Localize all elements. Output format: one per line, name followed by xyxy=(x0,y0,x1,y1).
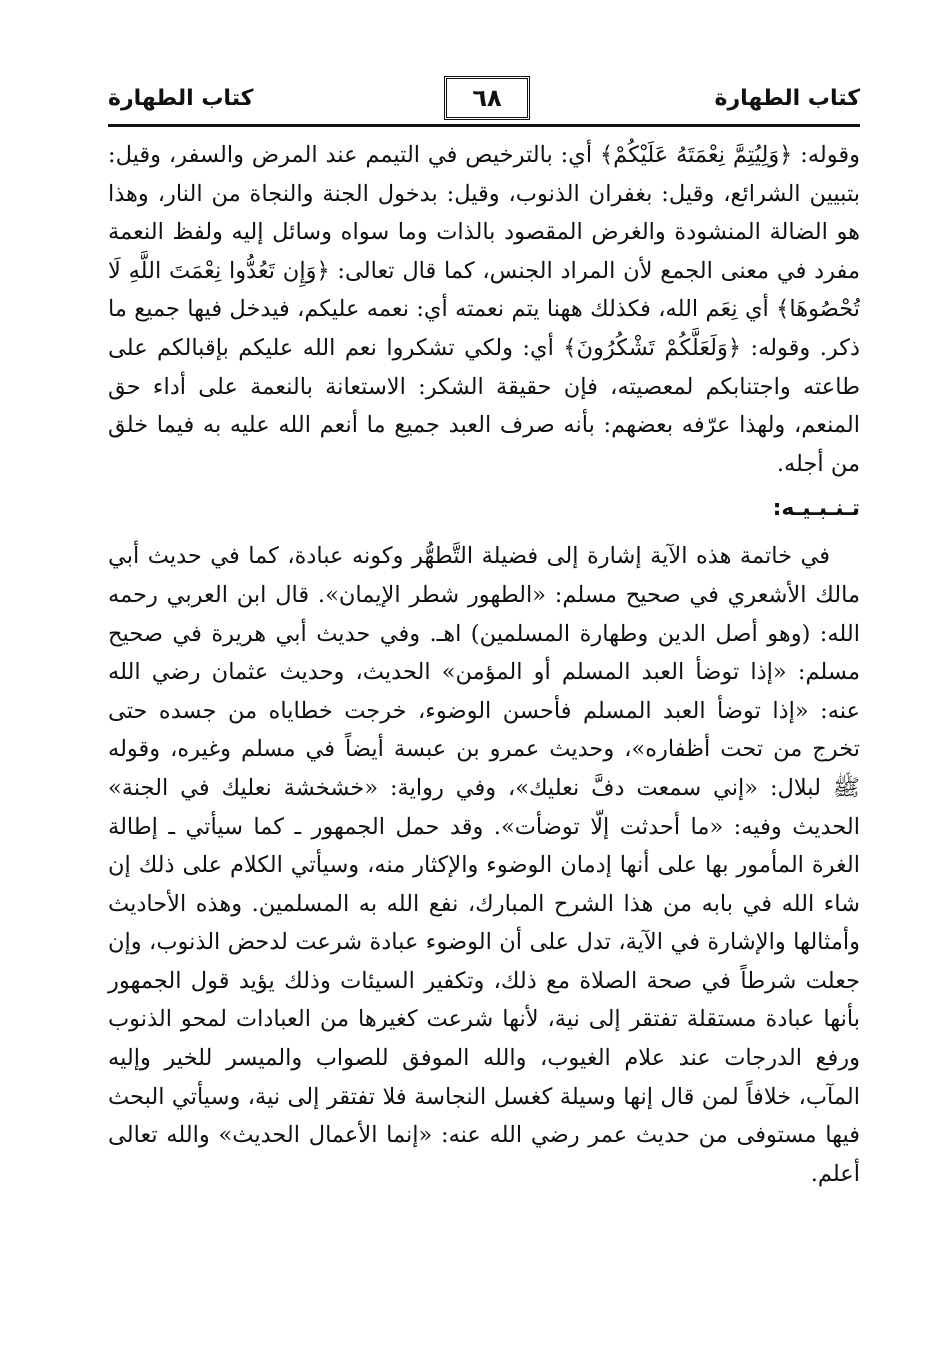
paragraph-1: وقوله: ﴿وَلِيُتِمَّ نِعْمَتَهُ عَلَيْكُمْ﴾ أي: بالترخيص في التيمم عند المرض والسفر، وقيل: بتبيين الشرائع، وقيل: بغفران الذنوب، وقيل: بدخول الجنة والنجاة من النار، وهذا هو الضالة المنشودة والغرض المقصود بالذات وما سواه وسائل إليه ولفظ النعمة مفرد في معنى الجمع لأن المراد الجنس، كما قال تعالى: ﴿وَإِن تَعُدُّوا نِعْمَتَ اللَّهِ لَا تُحْصُوهَا﴾ أي نِعَم الله، فكذلك ههنا يتم نعمته أي: نعمه عليكم، فيدخل فيها جميع ما ذكر. وقوله: ﴿وَلَعَلَّكُمْ تَشْكُرُونَ﴾ أي: ولكي تشكروا نعم الله عليكم بإقبالكم على طاعته واجتنابكم لمعصيته، فإن حقيقة الشكر: الاستعانة بالنعمة على أداء حق المنعم، ولهذا عرّفه بعضهم: بأنه صرف العبد جميع ما أنعم الله عليه به فيما خلق من أجله. xyxy=(108,142,860,477)
header-rule xyxy=(108,124,860,127)
page-number: ٦٨ xyxy=(472,84,502,112)
page-number-box xyxy=(444,76,530,120)
section-title: تـنـبـيـه: xyxy=(772,496,860,522)
page-header xyxy=(108,76,860,124)
running-title-right: كتاب الطهارة xyxy=(714,86,860,111)
page xyxy=(108,60,860,1330)
paragraph-2: في خاتمة هذه الآية إشارة إلى فضيلة التَّطهُّر وكونه عبادة، كما في حديث أبي مالك الأشعري في صحيح مسلم: «الطهور شطر الإيمان». قال ابن العربي رحمه الله: (وهو أصل الدين وطهارة المسلمين) اهـ. وفي حديث أبي هريرة في صحيح مسلم: «إذا توضأ العبد المسلم أو المؤمن» الحديث، وحديث عثمان رضي الله عنه: «إذا توضأ العبد المسلم فأحسن الوضوء، خرجت خطاياه من جسده حتى تخرج من تحت أظفاره»، وحديث عمرو بن عبسة أيضاً في مسلم وغيره، وقوله ﷺ لبلال: «إني سمعت دفَّ نعليك»، وفي رواية: «خشخشة نعليك في الجنة» الحديث وفيه: «ما أحدثت إلّا توضأت». وقد حمل الجمهور ـ كما سيأتي ـ إطالة الغرة المأمور بها على أنها إدمان الوضوء والإكثار منه، وسيأتي الكلام على ذلك إن شاء الله في بابه من هذا الشرح المبارك، نفع الله به المسلمين. وهذه الأحاديث وأمثالها والإشارة في الآية، تدل على أن الوضوء عبادة شرعت لدحض الذنوب، وإن جعلت شرطاً في صحة الصلاة مع ذلك، وتكفير السيئات وذلك يؤيد قول الجمهور بأنها عبادة مستقلة تفتقر إلى نية، لأنها شرعت كغيرها من العبادات لمحو الذنوب ورفع الدرجات عند علام الغيوب، والله الموفق للصواب والميسر للخير وإليه المآب، خلافاً لمن قال إنها وسيلة كغسل النجاسة فلا تفتقر إلى نية، وسيأتي البحث فيها مستوفى من حديث عمر رضي الله عنه: «إنما الأعمال الحديث» والله تعالى أعلم. xyxy=(108,543,860,1187)
running-title-left: كتاب الطهارة xyxy=(108,86,254,111)
body-text xyxy=(108,136,860,1193)
